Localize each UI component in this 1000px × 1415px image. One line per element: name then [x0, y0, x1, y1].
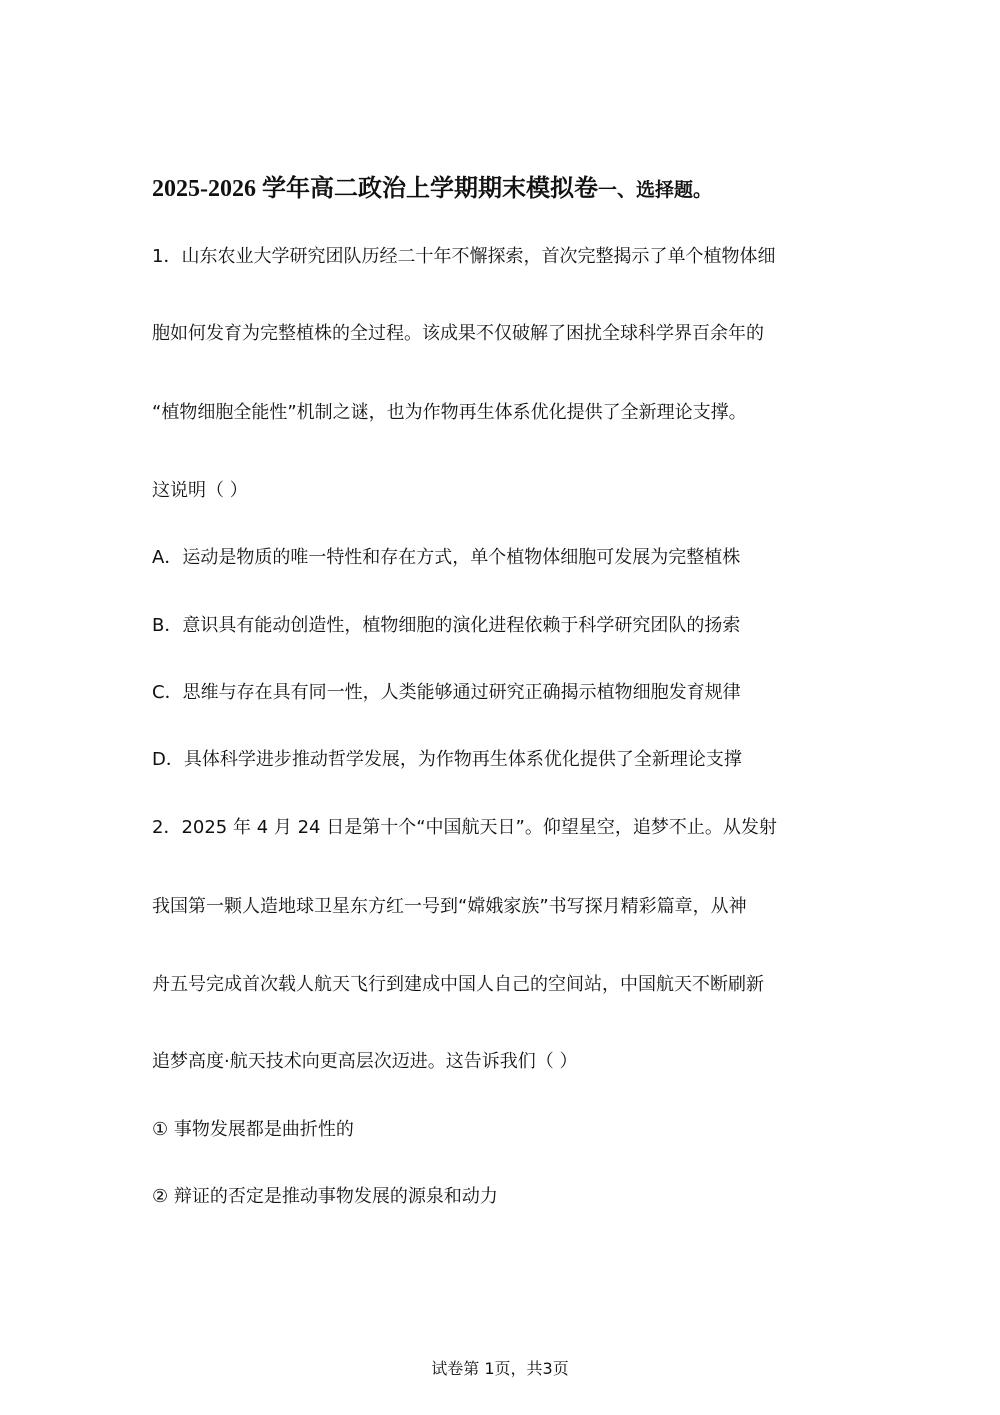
- question-1-option-c: C．思维与存在具有同一性，人类能够通过研究正确揭示植物细胞发育规律: [152, 682, 741, 703]
- page-footer: 试卷第 1页，共3页: [431, 1359, 569, 1378]
- question-1-line-4: 这说明（ ）: [152, 480, 248, 501]
- question-1-line-1: 1．山东农业大学研究团队历经二十年不懈探索，首次完整揭示了单个植物体细: [152, 246, 776, 267]
- question-1-option-d: D．具体科学进步推动哲学发展，为作物再生体系优化提供了全新理论支撑: [152, 749, 742, 770]
- question-1-option-b: B．意识具有能动创造性，植物细胞的演化进程依赖于科学研究团队的扬索: [152, 615, 741, 636]
- question-2-line-2: 我国第一颗人造地球卫星东方红一号到“嫦娥家族”书写探月精彩篇章，从神: [152, 896, 747, 917]
- question-2-item-1: ① 事物发展都是曲折性的: [152, 1119, 354, 1140]
- section-heading: 一、选择题。: [598, 179, 713, 201]
- exam-title: [152, 168, 712, 203]
- question-1-line-3: “植物细胞全能性”机制之谜，也为作物再生体系优化提供了全新理论支撑。: [152, 402, 747, 423]
- question-2-line-1: 2．2025 年 4 月 24 日是第十个“中国航天日”。仰望星空，追梦不止。从发射: [152, 817, 777, 838]
- question-2-line-4: 追梦高度·航天技术向更高层次迈进。这告诉我们（ ）: [152, 1051, 578, 1072]
- question-2-item-2: ② 辩证的否定是推动事物发展的源泉和动力: [152, 1186, 498, 1207]
- question-1-line-2: 胞如何发育为完整植株的全过程。该成果不仅破解了困扰全球科学界百余年的: [152, 323, 764, 344]
- question-1-option-a: A．运动是物质的唯一特性和存在方式，单个植物体细胞可发展为完整植株: [152, 547, 741, 568]
- exam-title-main: 2025-2026 学年高二政治上学期期末模拟卷: [152, 176, 598, 202]
- question-2-line-3: 舟五号完成首次载人航天飞行到建成中国人自己的空间站，中国航天不断刷新: [152, 974, 764, 995]
